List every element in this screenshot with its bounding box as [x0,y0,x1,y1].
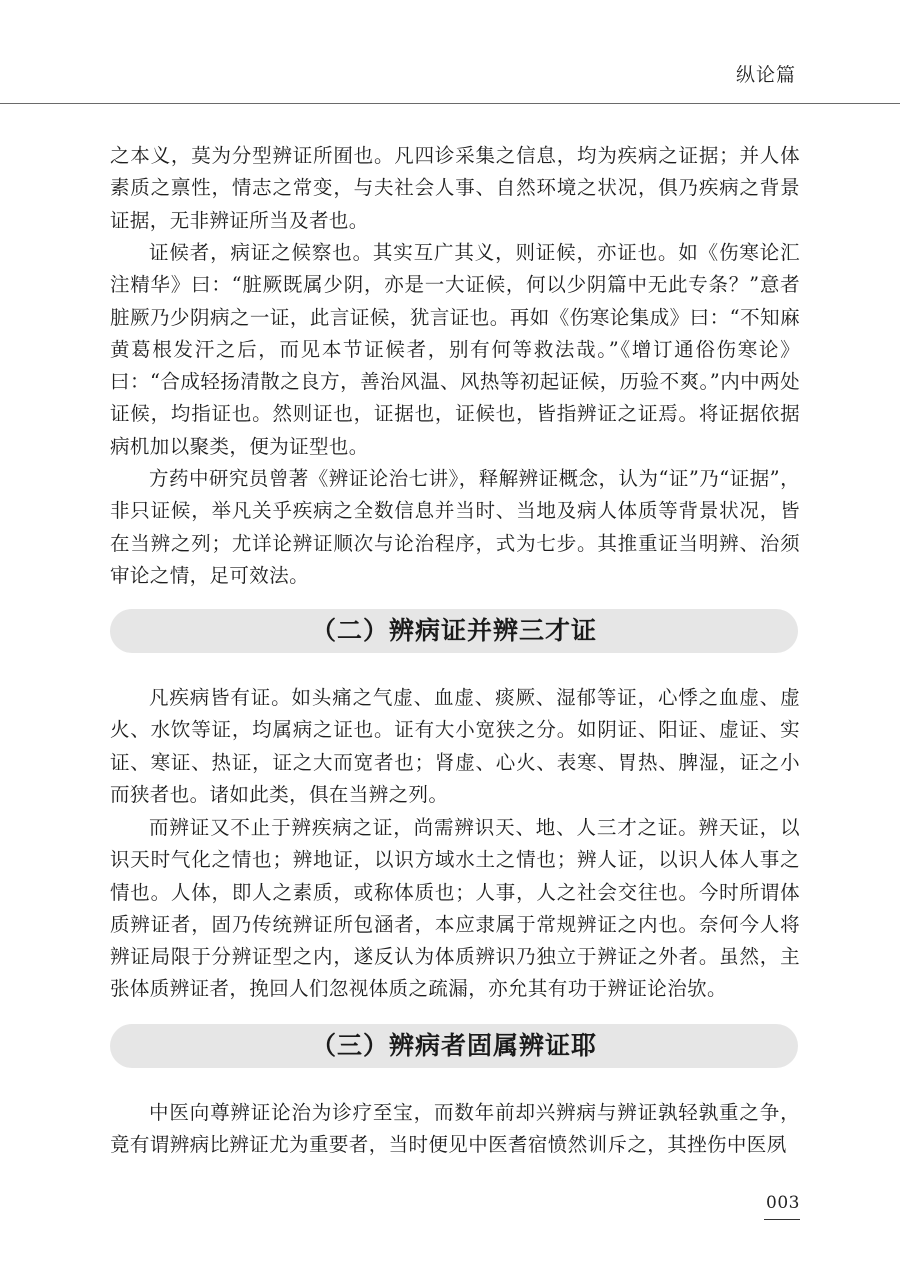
page-number-underline [764,1219,800,1220]
body-paragraph: 之本义，莫为分型辨证所囿也。凡四诊采集之信息，均为疾病之证据；并人体素质之禀性，情志之常变，与夫社会人事、自然环境之状况，俱乃疾病之背景证据，无非辨证所当及者也。 [110,144,800,232]
running-head: 纵论篇 [735,64,796,86]
body-paragraph: 中医向尊辨证论治为诊疗至宝，而数年前却兴辨病与辨证孰轻孰重之争，竟有谓辨病比辨证尤为重要者，当时便见中医耆宿愤然训斥之，其挫伤中医夙 [110,1101,800,1157]
body-paragraph: 证候者，病证之候察也。其实互广其义，则证候，亦证也。如《伤寒论汇注精华》曰：“脏厥既属少阴，亦是一大证候，何以少阴篇中无此专条？”意者脏厥乃少阴病之一证，此言证候，犹言证也。再如《伤寒论集成》曰：“不知麻黄葛根发汗之后，而见本节证候者，别有何等救法哉。”《增订通俗伤寒论》曰：“合成轻扬清散之良方，善治风温、风热等初起证候，历验不爽。”内中两处证候，均指证也。然则证也，证据也，证候也，皆指辨证之证焉。将证据依据病机加以聚类，便为证型也。 [110,241,800,458]
section-heading-bar [110,609,798,653]
header-rule [0,103,900,104]
page-number: 003 [766,1193,800,1213]
body-paragraph: 而辨证又不止于辨疾病之证，尚需辨识天、地、人三才之证。辨天证，以识天时气化之情也；辨地证，以识方域水土之情也；辨人证，以识人体人事之情也。人体，即人之素质，或称体质也；人事，人之社会交往也。今时所谓体质辨证者，固乃传统辨证所包涵者，本应隶属于常规辨证之内也。奈何今人将辨证局限于分辨证型之内，遂反认为体质辨识乃独立于辨证之外者。虽然，主张体质辨证者，挽回人们忽视体质之疏漏，亦允其有功于辨证论治欤。 [110,816,800,1001]
section-heading: （二）辨病证并辨三才证 [310,616,597,645]
section-heading-bar [110,1024,798,1068]
body-paragraph: 方药中研究员曾著《辨证论治七讲》，释解辨证概念，认为“证”乃“证据”，非只证候，举凡关乎疾病之全数信息并当时、当地及病人体质等背景状况，皆在当辨之列；尤详论辨证顺次与论治程序，式为七步。其推重证当明辨、治须审论之情，足可效法。 [110,467,800,587]
body-paragraph: 凡疾病皆有证。如头痛之气虚、血虚、痰厥、湿郁等证，心悸之血虚、虚火、水饮等证，均属病之证也。证有大小宽狭之分。如阴证、阳证、虚证、实证、寒证、热证，证之大而宽者也；肾虚、心火、表寒、胃热、脾湿，证之小而狭者也。诸如此类，俱在当辨之列。 [110,686,800,806]
section-heading: （三）辨病者固属辨证耶 [310,1031,597,1060]
